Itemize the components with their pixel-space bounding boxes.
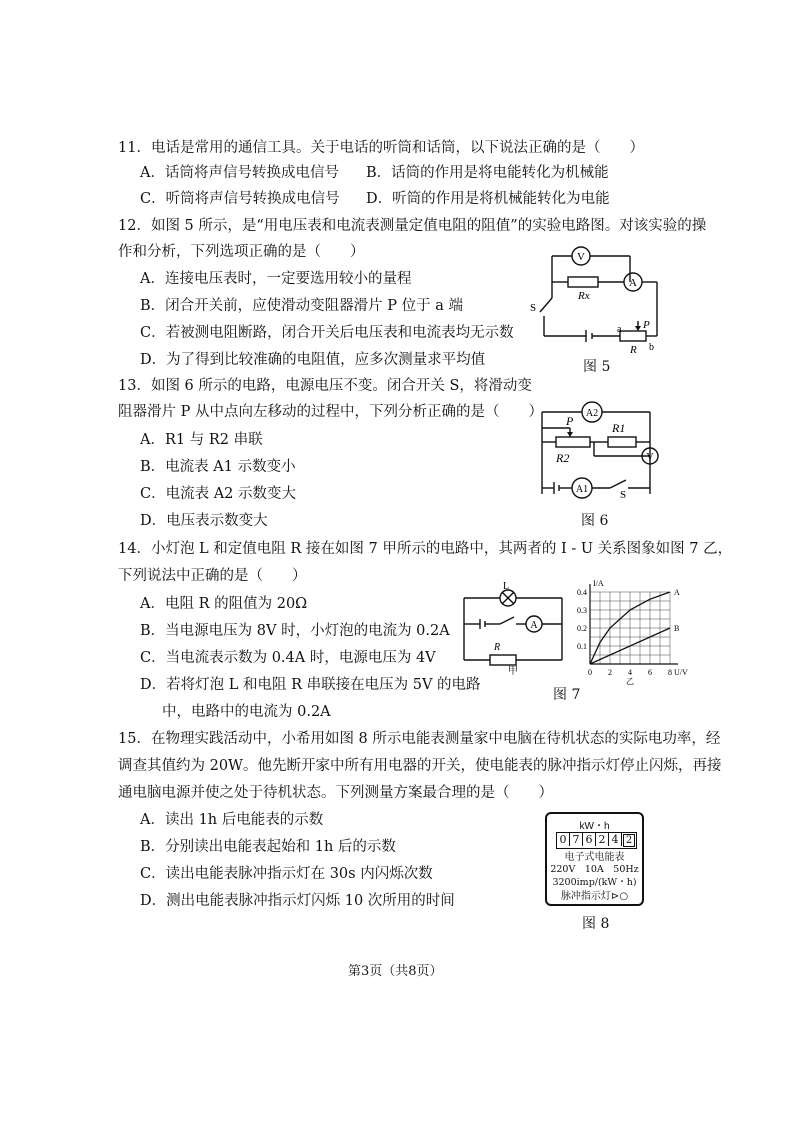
fig5-rheostat-label: R	[630, 344, 637, 356]
fig6-v-label: V	[646, 452, 654, 463]
q14-option-d-line1: D．若将灯泡 L 和电阻 R 串联接在电压为 5V 的电路	[140, 677, 481, 693]
figure-8-energy-meter	[545, 812, 644, 906]
q14-stem-line1: 14．小灯泡 L 和定值电阻 R 接在如图 7 甲所示的电路中，其两者的 I - U 关系图象如图 7 乙，	[118, 541, 733, 557]
fig7-lamp-label: L	[503, 581, 510, 592]
q13-option-b: B．电流表 A1 示数变小	[140, 459, 296, 475]
meter-spec-voltage: 220V 10A 50Hz	[550, 864, 639, 875]
q13-stem-line1: 13．如图 6 所示的电路，电源电压不变。闭合开关 S，将滑动变	[118, 378, 532, 394]
fig5-terminal-b: b	[649, 342, 654, 353]
fig6-r1-label: R1	[612, 421, 626, 435]
figure-6-caption: 图 6	[581, 513, 609, 529]
y-axis-label: I/A	[593, 579, 604, 588]
series-label-a: A	[674, 588, 680, 597]
figure-5-caption: 图 5	[583, 359, 611, 375]
q14-option-b: B．当电源电压为 8V 时，小灯泡的电流为 0.2A	[140, 623, 450, 639]
meter-digit: 6	[583, 833, 596, 846]
fig5-voltmeter-label: V	[577, 251, 585, 263]
meter-digit-decimal: 2	[623, 834, 635, 847]
meter-digit: 0	[557, 833, 570, 846]
q12-stem-line1: 12．如图 5 所示，是“用电压表和电流表测量定值电阻的阻值”的实验电路图。对该实验的操	[118, 218, 707, 234]
q12-stem-line2: 作和分析，下列选项正确的是（ ）	[118, 244, 365, 260]
q13-option-a: A．R1 与 R2 串联	[140, 432, 263, 448]
q12-option-b: B．闭合开关前，应使滑动变阻器滑片 P 位于 a 端	[140, 298, 463, 314]
q14-option-d-line2: 中，电路中的电流为 0.2A	[162, 704, 331, 720]
fig6-slider-p: P	[566, 414, 574, 428]
q11-option-b: B．话筒的作用是将电能转化为机械能	[366, 165, 609, 181]
q15-stem-line3: 通电脑电源并使之处于待机状态。下列测量方案最合理的是（ ）	[118, 785, 553, 801]
q13-option-c: C．电流表 A2 示数变大	[140, 486, 297, 502]
fig6-switch-label: S	[620, 489, 627, 501]
x-axis-label: U/V	[674, 668, 688, 677]
fig6-a1-label: A1	[575, 484, 589, 495]
x-tick-label: 2	[608, 668, 612, 677]
q14-option-a: A．电阻 R 的阻值为 20Ω	[140, 596, 308, 612]
q11-option-a: A．话筒将声信号转换成电信号	[140, 165, 339, 181]
fig5-ammeter-label: A	[629, 277, 637, 289]
figure-7-sub-a: 甲	[508, 666, 518, 677]
q14-stem-line2: 下列说法中正确的是（ ）	[118, 568, 307, 584]
q11-option-d: D．听筒的作用是将机械能转化为电能	[366, 191, 610, 207]
figure-6-circuit	[532, 398, 662, 508]
meter-counter	[556, 832, 637, 849]
fig6-a2-label: A2	[585, 408, 599, 419]
q11-stem: 11．电话是常用的通信工具。关于电话的听筒和话筒，以下说法正确的是（ ）	[118, 140, 644, 156]
y-tick-label: 0.3	[577, 606, 587, 615]
fig5-terminal-a: a	[617, 324, 622, 335]
q14-option-c: C．当电流表示数为 0.4A 时，电源电压为 4V	[140, 650, 436, 666]
q15-option-b: B．分别读出电能表起始和 1h 后的示数	[140, 839, 396, 855]
y-tick-label: 0.4	[577, 588, 587, 597]
q12-option-c: C．若被测电阻断路，闭合开关后电压表和电流表均无示数	[140, 325, 514, 341]
meter-unit: kW・h	[579, 821, 610, 832]
fig5-rx-label: Rx	[578, 290, 590, 302]
meter-digit: 7	[570, 833, 583, 846]
x-tick-label: 4	[628, 668, 632, 677]
fig7-ammeter-label: A	[530, 620, 538, 631]
series-label-b: B	[674, 624, 680, 633]
q15-stem-line1: 15．在物理实践活动中，小希用如图 8 所示电能表测量家中电脑在待机状态的实际电功率，经	[118, 731, 721, 747]
q12-option-a: A．连接电压表时，一定要选用较小的量程	[140, 271, 412, 287]
meter-digit: 2	[596, 833, 609, 846]
q15-stem-line2: 调查其值约为 20W。他先断开家中所有用电器的开关，使电能表的脉冲指示灯停止闪烁，再接	[118, 758, 722, 774]
q15-option-a: A．读出 1h 后电能表的示数	[140, 812, 324, 828]
q12-option-d: D．为了得到比较准确的电阻值，应多次测量求平均值	[140, 352, 486, 368]
fig7-resistor-label: R	[494, 642, 501, 653]
fig5-slider-p: P	[643, 319, 650, 331]
chart-sub-label: 乙	[626, 677, 634, 686]
meter-name: 电子式电能表	[564, 852, 625, 863]
y-tick-label: 0.2	[577, 624, 587, 633]
figure-7-circuit	[460, 580, 570, 672]
q11-option-c: C．听筒将声信号转换成电信号	[140, 191, 340, 207]
q13-option-d: D．电压表示数变大	[140, 513, 268, 529]
x-tick-label: 8	[668, 668, 672, 677]
q15-option-d: D．测出电能表脉冲指示灯闪烁 10 次所用的时间	[140, 893, 455, 909]
figure-7-iu-chart	[568, 578, 688, 684]
q15-option-c: C．读出电能表脉冲指示灯在 30s 内闪烁次数	[140, 866, 433, 882]
x-tick-label: 0	[588, 668, 592, 677]
figure-7-caption: 图 7	[553, 687, 581, 703]
figure-8-caption: 图 8	[582, 916, 610, 932]
figure-5-circuit	[520, 236, 670, 354]
page-footer: 第3页（共8页）	[348, 964, 443, 979]
fig6-r2-label: R2	[556, 451, 570, 465]
fig5-switch-label: S	[530, 302, 537, 314]
meter-digit: 4	[609, 833, 622, 846]
q13-stem-line2: 阻器滑片 P 从中点向左移动的过程中，下列分析正确的是（ ）	[118, 404, 543, 420]
x-tick-label: 6	[648, 668, 652, 677]
meter-spec-imp: 3200imp/(kW・h)	[552, 877, 637, 888]
y-tick-label: 0.1	[577, 642, 587, 651]
meter-pulse-led: 脉冲指示灯⊳○	[560, 891, 629, 902]
